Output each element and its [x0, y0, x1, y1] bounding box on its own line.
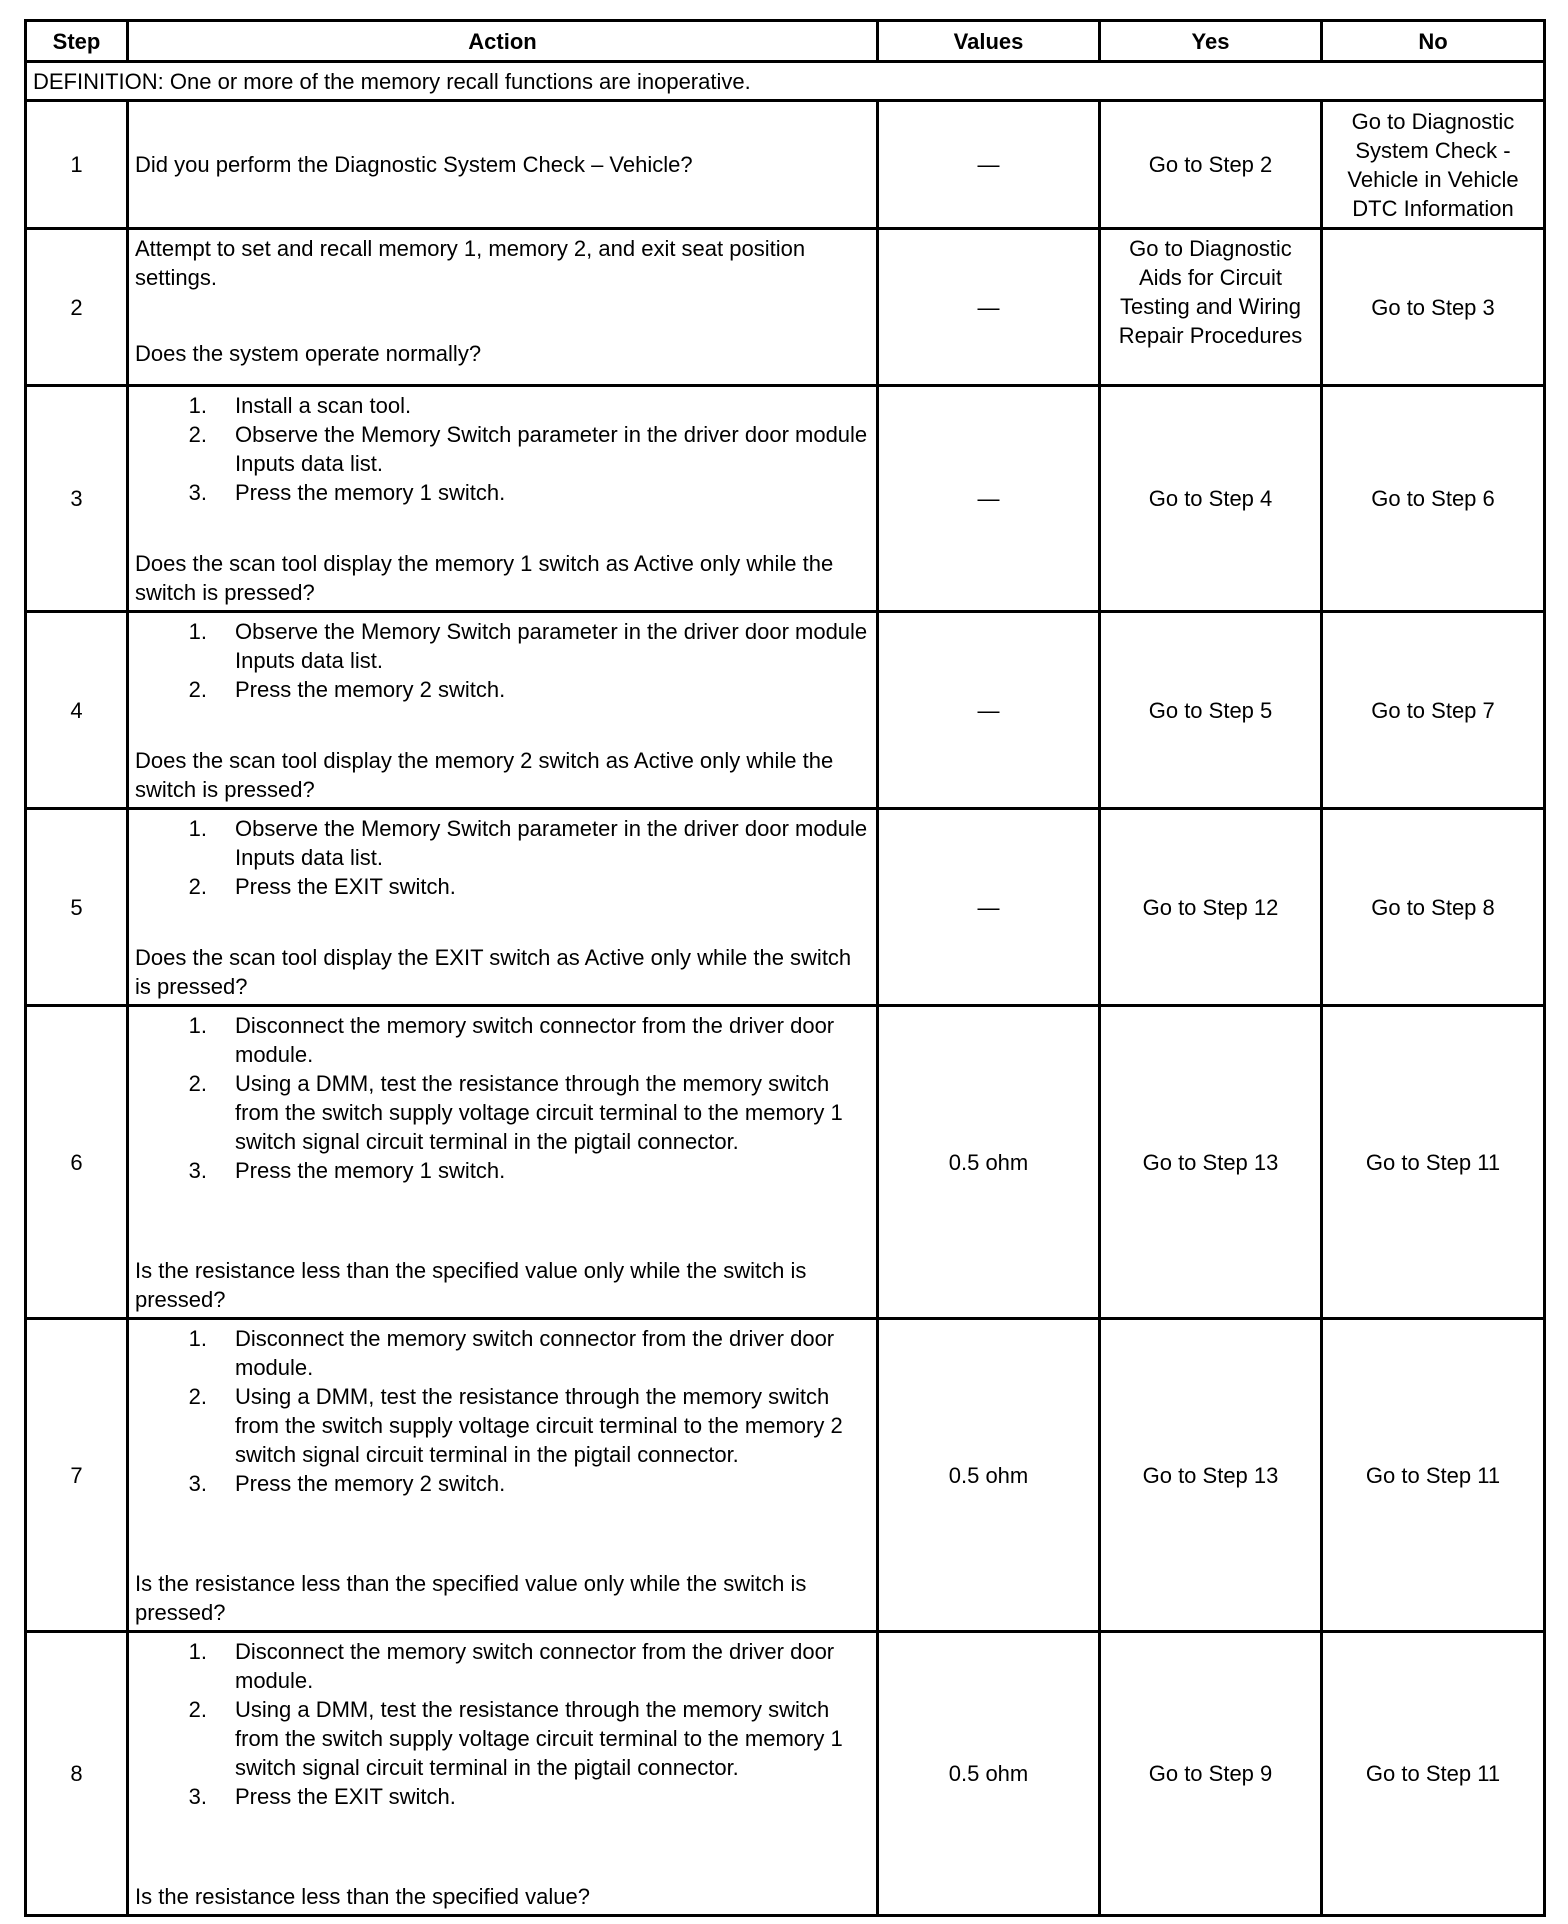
action-question: Is the resistance less than the specified value only while the switch is pressed? — [135, 1257, 807, 1312]
step-number: 7 — [26, 1319, 128, 1632]
action-steps — [135, 617, 870, 704]
action-text: Attempt to set and recall memory 1, memory 2, and exit seat position settings. — [135, 236, 806, 290]
table-row — [26, 386, 1545, 612]
table-row — [26, 809, 1545, 1006]
action-cell — [128, 1006, 878, 1319]
yes-cell: Go to Step 2 — [1100, 101, 1322, 229]
value-cell: 0.5 ohm — [878, 1632, 1100, 1916]
step-number: 8 — [26, 1632, 128, 1916]
step-number: 3 — [26, 386, 128, 612]
value-cell: 0.5 ohm — [878, 1006, 1100, 1319]
list-item: 1. Observe the Memory Switch parameter in the driver door module Inputs data list. — [188, 815, 868, 870]
value-cell: — — [878, 101, 1100, 229]
list-item: 2. Press the memory 2 switch. — [188, 676, 506, 702]
step-number: 6 — [26, 1006, 128, 1319]
value-cell: — — [878, 612, 1100, 809]
yes-cell: Go to Diagnostic Aids for Circuit Testing and Wiring Repair Procedures — [1100, 229, 1322, 386]
list-item: 1. Disconnect the memory switch connector from the driver door module. — [188, 1012, 835, 1067]
step-number: 2 — [26, 229, 128, 386]
action-question: Is the resistance less than the specified value? — [135, 1883, 590, 1909]
table-row — [26, 1006, 1545, 1319]
action-cell — [128, 229, 878, 386]
yes-cell: Go to Step 13 — [1100, 1319, 1322, 1632]
step-number: 5 — [26, 809, 128, 1006]
action-cell — [128, 1319, 878, 1632]
action-cell — [128, 809, 878, 1006]
table-row — [26, 1632, 1545, 1916]
action-steps — [135, 814, 870, 901]
list-item: 1. Disconnect the memory switch connector from the driver door module. — [188, 1638, 835, 1693]
action-steps — [135, 1324, 870, 1498]
action-steps — [135, 1011, 870, 1185]
definition-row — [26, 62, 1545, 101]
action-steps — [135, 1637, 870, 1811]
list-item: 3. Press the memory 1 switch. — [188, 1157, 506, 1183]
list-item: 3. Press the memory 1 switch. — [188, 479, 506, 505]
action-cell — [128, 386, 878, 612]
action-question: Does the scan tool display the memory 1 switch as Active only while the switch is pressed? — [135, 550, 834, 605]
action-question: Does the scan tool display the memory 2 switch as Active only while the switch is pressed? — [135, 747, 834, 802]
list-item: 2. Using a DMM, test the resistance through the memory switch from the switch supply voltage circuit terminal to the memory 2 switch signal circuit terminal in the pigtail connector. — [188, 1383, 843, 1467]
no-cell: Go to Step 3 — [1322, 229, 1545, 386]
table-row — [26, 612, 1545, 809]
header-yes: Yes — [1100, 21, 1322, 62]
step-number: 4 — [26, 612, 128, 809]
yes-cell: Go to Step 13 — [1100, 1006, 1322, 1319]
header-step: Step — [26, 21, 128, 62]
value-cell: — — [878, 386, 1100, 612]
yes-cell: Go to Step 4 — [1100, 386, 1322, 612]
action-steps — [135, 391, 870, 507]
list-item: 2. Press the EXIT switch. — [188, 873, 456, 899]
list-item: 2. Using a DMM, test the resistance through the memory switch from the switch supply voltage circuit terminal to the memory 1 switch signal circuit terminal in the pigtail connector. — [188, 1696, 843, 1780]
list-item: 3. Press the memory 2 switch. — [188, 1470, 506, 1496]
list-item: 1. Disconnect the memory switch connector from the driver door module. — [188, 1325, 835, 1380]
no-cell: Go to Step 11 — [1322, 1319, 1545, 1632]
step-number: 1 — [26, 101, 128, 229]
list-item: 3. Press the EXIT switch. — [188, 1783, 456, 1809]
action-cell — [128, 101, 878, 229]
no-cell: Go to Diagnostic System Check - Vehicle in Vehicle DTC Information — [1322, 101, 1545, 229]
header-values: Values — [878, 21, 1100, 62]
yes-cell: Go to Step 12 — [1100, 809, 1322, 1006]
no-cell: Go to Step 8 — [1322, 809, 1545, 1006]
header-row — [26, 21, 1545, 62]
list-item: 1. Observe the Memory Switch parameter in the driver door module Inputs data list. — [188, 618, 868, 673]
yes-cell: Go to Step 5 — [1100, 612, 1322, 809]
action-question: Does the scan tool display the EXIT switch as Active only while the switch is pressed? — [135, 944, 852, 999]
table-row — [26, 229, 1545, 386]
header-no: No — [1322, 21, 1545, 62]
header-action: Action — [128, 21, 878, 62]
yes-cell: Go to Step 9 — [1100, 1632, 1322, 1916]
table-row — [26, 1319, 1545, 1632]
no-cell: Go to Step 7 — [1322, 612, 1545, 809]
action-text: Did you perform the Diagnostic System Check – Vehicle? — [135, 152, 693, 177]
action-cell — [128, 612, 878, 809]
action-cell — [128, 1632, 878, 1916]
no-cell: Go to Step 11 — [1322, 1632, 1545, 1916]
table-row — [26, 101, 1545, 229]
no-cell: Go to Step 6 — [1322, 386, 1545, 612]
action-question: Does the system operate normally? — [135, 341, 482, 366]
value-cell: — — [878, 809, 1100, 1006]
no-cell: Go to Step 11 — [1322, 1006, 1545, 1319]
action-question: Is the resistance less than the specified value only while the switch is pressed? — [135, 1570, 807, 1625]
list-item: 2. Using a DMM, test the resistance through the memory switch from the switch supply voltage circuit terminal to the memory 1 switch signal circuit terminal in the pigtail connector. — [188, 1070, 843, 1154]
value-cell: — — [878, 229, 1100, 386]
definition-text: DEFINITION: One or more of the memory recall functions are inoperative. — [26, 62, 1545, 101]
diagnostic-table — [24, 19, 1546, 1917]
value-cell: 0.5 ohm — [878, 1319, 1100, 1632]
list-item: 2. Observe the Memory Switch parameter in the driver door module Inputs data list. — [188, 421, 868, 476]
list-item: 1. Install a scan tool. — [188, 392, 412, 418]
